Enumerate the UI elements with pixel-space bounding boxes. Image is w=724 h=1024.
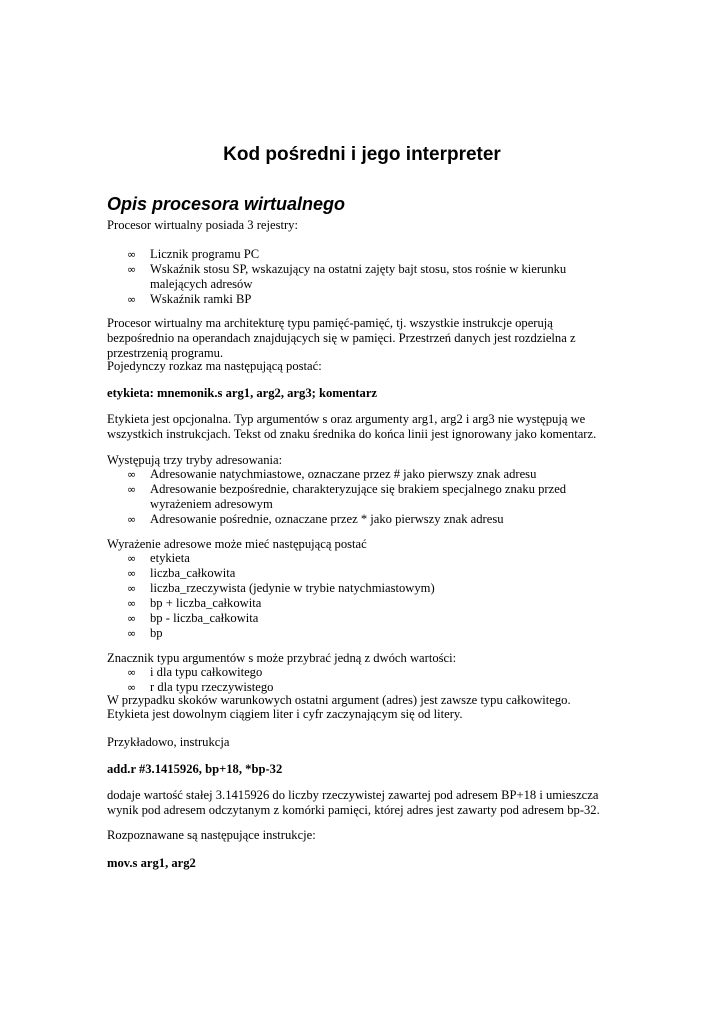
- list-item: ∞ Adresowanie bezpośrednie, charakteryzujące się brakiem specjalnego znaku przed wyrażeniem adresowym: [127, 482, 567, 511]
- list-item: ∞ liczba_rzeczywista (jedynie w trybie natychmiastowym): [127, 581, 435, 595]
- infinity-bullet-icon: ∞: [127, 513, 137, 526]
- label-definition-note: Etykieta jest dowolnym ciągiem liter i cyfr zaczynającym się od litery.: [107, 707, 463, 721]
- address-expression-intro: Wyrażenie adresowe może mieć następującą postać: [107, 537, 367, 551]
- type-marker-intro: Znacznik typu argumentów s może przybrać jedną z dwóch wartości:: [107, 651, 457, 665]
- list-item: ∞ i dla typu całkowitego: [127, 665, 263, 679]
- conditional-jump-note: W przypadku skoków warunkowych ostatni argument (adres) jest zawsze typu całkowitego.: [107, 693, 571, 707]
- example-intro: Przykładowo, instrukcja: [107, 735, 230, 749]
- addressing-intro: Występują trzy tryby adresowania:: [107, 453, 283, 467]
- infinity-bullet-icon: ∞: [127, 612, 137, 625]
- list-item: ∞ Wskaźnik stosu SP, wskazujący na ostatni zajęty bajt stosu, stos rośnie w kierunku malejących adresów: [127, 262, 567, 291]
- list-item: ∞ bp - liczba_całkowita: [127, 611, 259, 625]
- infinity-bullet-icon: ∞: [127, 468, 137, 481]
- instruction-form-intro: Pojedynczy rozkaz ma następującą postać:: [107, 359, 322, 373]
- list-item: ∞ bp: [127, 626, 163, 640]
- instruction-mov: mov.s arg1, arg2: [107, 856, 196, 870]
- list-item: ∞ bp + liczba_całkowita: [127, 596, 262, 610]
- infinity-bullet-icon: ∞: [127, 263, 137, 276]
- list-item: ∞ liczba_całkowita: [127, 566, 236, 580]
- infinity-bullet-icon: ∞: [127, 627, 137, 640]
- instructions-intro: Rozpoznawane są następujące instrukcje:: [107, 828, 316, 842]
- registers-list: [107, 247, 622, 307]
- list-item: ∞ Adresowanie pośrednie, oznaczane przez * jako pierwszy znak adresu: [127, 512, 504, 526]
- infinity-bullet-icon: ∞: [127, 552, 137, 565]
- example-explanation: dodaje wartość stałej 3.1415926 do liczby rzeczywistej zawartej pod adresem BP+18 i umieszcza wynik pod adresem odczytanym z komórki pamięci, której adres jest zawarty pod adresem bp-32.: [107, 788, 600, 817]
- list-item: ∞ r dla typu rzeczywistego: [127, 680, 274, 694]
- infinity-bullet-icon: ∞: [127, 248, 137, 261]
- section-title: Opis procesora wirtualnego: [107, 194, 346, 214]
- registers-intro: Procesor wirtualny posiada 3 rejestry:: [107, 218, 298, 232]
- type-values-list: [107, 665, 622, 695]
- instruction-syntax: etykieta: mnemonik.s arg1, arg2, arg3; komentarz: [107, 386, 378, 400]
- infinity-bullet-icon: ∞: [127, 597, 137, 610]
- list-item: ∞ etykieta: [127, 551, 190, 565]
- infinity-bullet-icon: ∞: [127, 483, 137, 496]
- infinity-bullet-icon: ∞: [127, 681, 137, 694]
- page-title: Kod pośredni i jego interpreter: [223, 144, 501, 165]
- example-instruction: add.r #3.1415926, bp+18, *bp-32: [107, 762, 283, 776]
- infinity-bullet-icon: ∞: [127, 666, 137, 679]
- address-forms-list: [107, 551, 622, 641]
- infinity-bullet-icon: ∞: [127, 293, 137, 306]
- list-item: ∞ Adresowanie natychmiastowe, oznaczane przez # jako pierwszy znak adresu: [127, 467, 537, 481]
- architecture-paragraph: Procesor wirtualny ma architekturę typu pamięć-pamięć, tj. wszystkie instrukcje operują bezpośrednio na operandach znajdujących się w pamięci. Przestrzeń danych jest rozdzielna z przestrzenią programu.: [107, 316, 576, 360]
- addressing-modes-list: [107, 467, 622, 527]
- list-item: ∞ Licznik programu PC: [127, 247, 260, 261]
- label-paragraph: Etykieta jest opcjonalna. Typ argumentów s oraz argumenty arg1, arg2 i arg3 nie występują we wszystkich instrukcjach. Tekst od znaku średnika do końca linii jest ignorowany jako komentarz.: [107, 412, 597, 441]
- infinity-bullet-icon: ∞: [127, 567, 137, 580]
- list-item: ∞ Wskaźnik ramki BP: [127, 292, 252, 306]
- infinity-bullet-icon: ∞: [127, 582, 137, 595]
